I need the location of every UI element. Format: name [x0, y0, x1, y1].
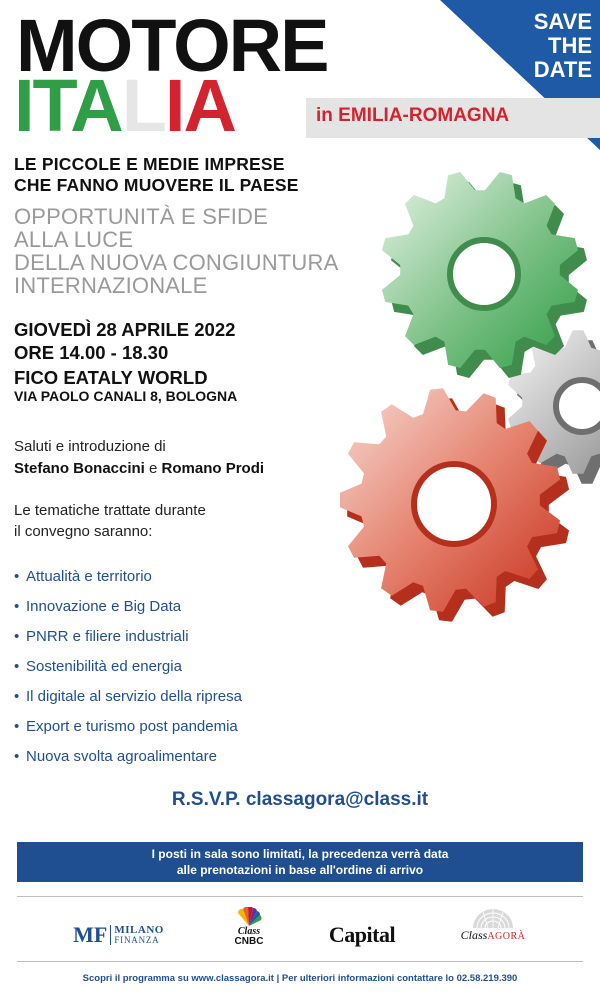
list-item	[14, 682, 242, 712]
region-label: in EMILIA-ROMAGNA	[316, 105, 510, 126]
intro-block	[14, 436, 264, 480]
list-item	[14, 652, 242, 682]
bullet-icon: •	[14, 628, 20, 645]
title-italia-green: ITA	[14, 64, 122, 147]
notice-line: I posti in sala sono limitati, la precedenza verrà data	[151, 847, 449, 861]
rsvp-email-link[interactable]: R.S.V.P. classagora@class.it	[171, 789, 429, 810]
green-gear-hole	[450, 240, 518, 308]
logo-class-cnbc	[222, 903, 276, 951]
intro-line: Saluti e introduzione di	[14, 438, 166, 455]
mf-logo-text: MF	[73, 922, 108, 947]
peacock-icon	[235, 907, 263, 927]
topic-label: Export e turismo post pandemia	[26, 718, 238, 735]
gears-illustration	[340, 170, 600, 630]
seating-notice	[17, 842, 583, 882]
logo-class-agora	[452, 900, 534, 950]
topic-label: Il digitale al servizio della ripresa	[26, 688, 242, 705]
bullet-icon: •	[14, 568, 20, 585]
logo-capital	[326, 920, 398, 950]
bullet-icon: •	[14, 688, 20, 705]
bullet-icon: •	[14, 658, 20, 675]
class-agora-text	[461, 929, 526, 943]
bullet-icon: •	[14, 718, 20, 735]
milano-text: MILANO	[114, 924, 164, 936]
finanza-text: FINANZA	[114, 935, 160, 945]
themes-line: ALLA LUCE	[14, 227, 134, 252]
topics-intro	[14, 500, 206, 542]
title-italia-white: L	[121, 64, 165, 147]
list-item	[14, 712, 242, 742]
list-item	[14, 742, 242, 772]
topics-intro-line: il convegno saranno:	[14, 523, 153, 540]
speaker-prodi: Romano Prodi	[161, 460, 265, 477]
speakers-line	[14, 458, 264, 480]
event-subtitle	[14, 154, 299, 196]
notice-line: alle prenotazioni in base all'ordine di arrivo	[176, 863, 424, 877]
milano-finanza-text	[114, 925, 163, 945]
capital-text: Capital	[328, 922, 396, 947]
the-word: THE	[548, 33, 592, 58]
topic-label: Innovazione e Big Data	[26, 598, 182, 615]
logo-separator	[110, 925, 111, 945]
themes-heading	[14, 205, 338, 297]
event-time: ORE 14.00 - 18.30	[14, 342, 169, 363]
logo-mf-milano-finanza	[66, 918, 171, 952]
footer-info: Scopri il programma su www.classagora.it | Per ulteriori informazioni contattare lo 02.58.219.390	[82, 973, 518, 984]
grey-gear-hole	[556, 380, 600, 432]
topic-label: Attualità e territorio	[26, 568, 152, 585]
title-motore: MOTORE	[16, 4, 328, 87]
class-word: Class	[460, 928, 488, 942]
amphitheatre-icon	[471, 907, 515, 929]
class-cnbc-bottom-text: CNBC	[234, 936, 264, 947]
agora-word: AGORÀ	[487, 931, 526, 942]
topic-label: Sostenibilità ed energia	[26, 658, 182, 675]
list-item	[14, 592, 242, 622]
bullet-icon: •	[14, 598, 20, 615]
subtitle-line: LE PICCOLE E MEDIE IMPRESE	[14, 154, 285, 174]
title-italia-red: IA	[164, 64, 235, 147]
title-italia	[14, 64, 235, 147]
subtitle-line: CHE FANNO MUOVERE IL PAESE	[14, 175, 299, 195]
divider	[17, 896, 583, 897]
topic-label: Nuova svolta agroalimentare	[26, 748, 217, 765]
divider	[17, 961, 583, 962]
save-word: SAVE	[533, 9, 592, 34]
bullet-icon: •	[14, 748, 20, 765]
save-the-date-label	[482, 10, 592, 82]
green-gear	[382, 172, 587, 378]
event-date: GIOVEDÌ 28 APRILE 2022	[14, 319, 236, 340]
list-item	[14, 562, 242, 592]
topics-list	[14, 562, 242, 772]
topics-intro-line: Le tematiche trattate durante	[14, 502, 206, 519]
speakers-conjunction: e	[144, 460, 162, 477]
event-venue: FICO EATALY WORLD	[14, 367, 208, 388]
themes-line: INTERNAZIONALE	[14, 273, 208, 298]
class-cnbc-top-text: Class	[237, 926, 261, 937]
speaker-bonaccini: Stefano Bonaccini	[14, 460, 145, 477]
event-address: VIA PAOLO CANALI 8, BOLOGNA	[14, 388, 238, 404]
list-item	[14, 622, 242, 652]
topic-label: PNRR e filiere industriali	[26, 628, 189, 645]
themes-line: DELLA NUOVA CONGIUNTURA	[14, 250, 339, 275]
red-gear-hole	[414, 464, 494, 544]
date-word: DATE	[533, 57, 592, 82]
themes-line: OPPORTUNITÀ E SFIDE	[14, 204, 268, 229]
